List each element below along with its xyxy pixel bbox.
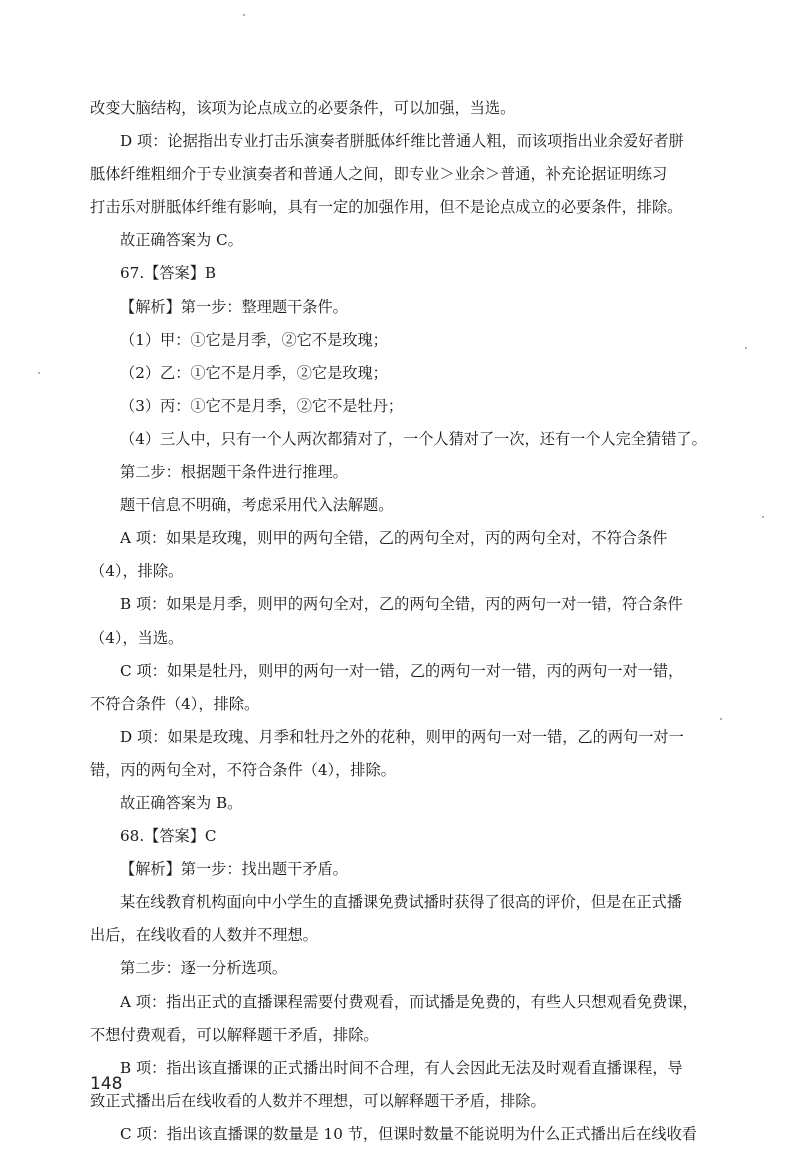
text-line: 【解析】第一步：找出题干矛盾。 [120, 860, 348, 879]
text-line: 胝体纤维粗细介于专业演奏者和普通人之间，即专业＞业余＞普通，补充论据证明练习 [90, 165, 668, 184]
text-line: 68.【答案】C [120, 827, 217, 846]
text-line: 某在线教育机构面向中小学生的直播课免费试播时获得了很高的评价，但是在正式播 [120, 893, 682, 912]
text-line: C 项：指出该直播课的数量是 10 节，但课时数量不能说明为什么正式播出后在线收看 [120, 1124, 697, 1143]
scan-speck [762, 516, 764, 518]
text-line: 题干信息不明确，考虑采用代入法解题。 [120, 496, 394, 515]
text-line: 出后，在线收看的人数并不理想。 [90, 926, 318, 945]
text-line: A 项：如果是玫瑰，则甲的两句全错，乙的两句全对，丙的两句全对，不符合条件 [120, 529, 668, 548]
text-line: 故正确答案为 B。 [120, 793, 243, 812]
text-line: （4），排除。 [90, 562, 184, 581]
text-line: 致正式播出后在线收看的人数并不理想，可以解释题干矛盾，排除。 [90, 1091, 546, 1110]
text-line: （2）乙：①它不是月季，②它是玫瑰； [120, 363, 388, 382]
text-line: 第二步：逐一分析选项。 [120, 959, 288, 978]
text-line: D 项：论据指出专业打击乐演奏者胼胝体纤维比普通人粗，而该项指出业余爱好者胼 [120, 132, 684, 151]
page-number: 148 [90, 1074, 123, 1094]
text-line: 错，丙的两句全对，不符合条件（4），排除。 [90, 760, 396, 779]
text-line: 67.【答案】B [120, 264, 217, 283]
scan-speck [38, 372, 40, 374]
text-line: 【解析】第一步：整理题干条件。 [120, 297, 348, 316]
scan-speck [720, 718, 722, 720]
scan-speck [243, 14, 245, 16]
text-line: 不想付费观看，可以解释题干矛盾，排除。 [90, 1025, 379, 1044]
text-line: 不符合条件（4），排除。 [90, 694, 260, 713]
body-text [90, 92, 718, 1151]
text-line: （3）丙：①它不是月季，②它不是牡丹； [120, 396, 404, 415]
text-line: （1）甲：①它是月季，②它不是玫瑰； [120, 330, 388, 349]
text-line: A 项：指出正式的直播课程需要付费观看，而试播是免费的，有些人只想观看免费课， [120, 992, 698, 1011]
text-line: B 项：如果是月季，则甲的两句全对，乙的两句全错，丙的两句一对一错，符合条件 [120, 595, 683, 614]
scan-speck [745, 347, 747, 349]
text-line: 打击乐对胼胝体纤维有影响，具有一定的加强作用，但不是论点成立的必要条件，排除。 [90, 198, 683, 217]
text-line: （4）三人中，只有一个人两次都猜对了，一个人猜对了一次，还有一个人完全猜错了。 [120, 429, 707, 448]
text-line: 第二步：根据题干条件进行推理。 [120, 463, 348, 482]
text-line: 故正确答案为 C。 [120, 231, 243, 250]
text-line: B 项：指出该直播课的正式播出时间不合理，有人会因此无法及时观看直播课程，导 [120, 1058, 683, 1077]
text-line: 改变大脑结构，该项为论点成立的必要条件，可以加强，当选。 [90, 99, 516, 117]
text-line: D 项：如果是玫瑰、月季和牡丹之外的花种，则甲的两句一对一错，乙的两句一对一 [120, 727, 684, 746]
text-line: （4），当选。 [90, 628, 184, 647]
text-line: C 项：如果是牡丹，则甲的两句一对一错，乙的两句一对一错，丙的两句一对一错， [120, 661, 684, 680]
